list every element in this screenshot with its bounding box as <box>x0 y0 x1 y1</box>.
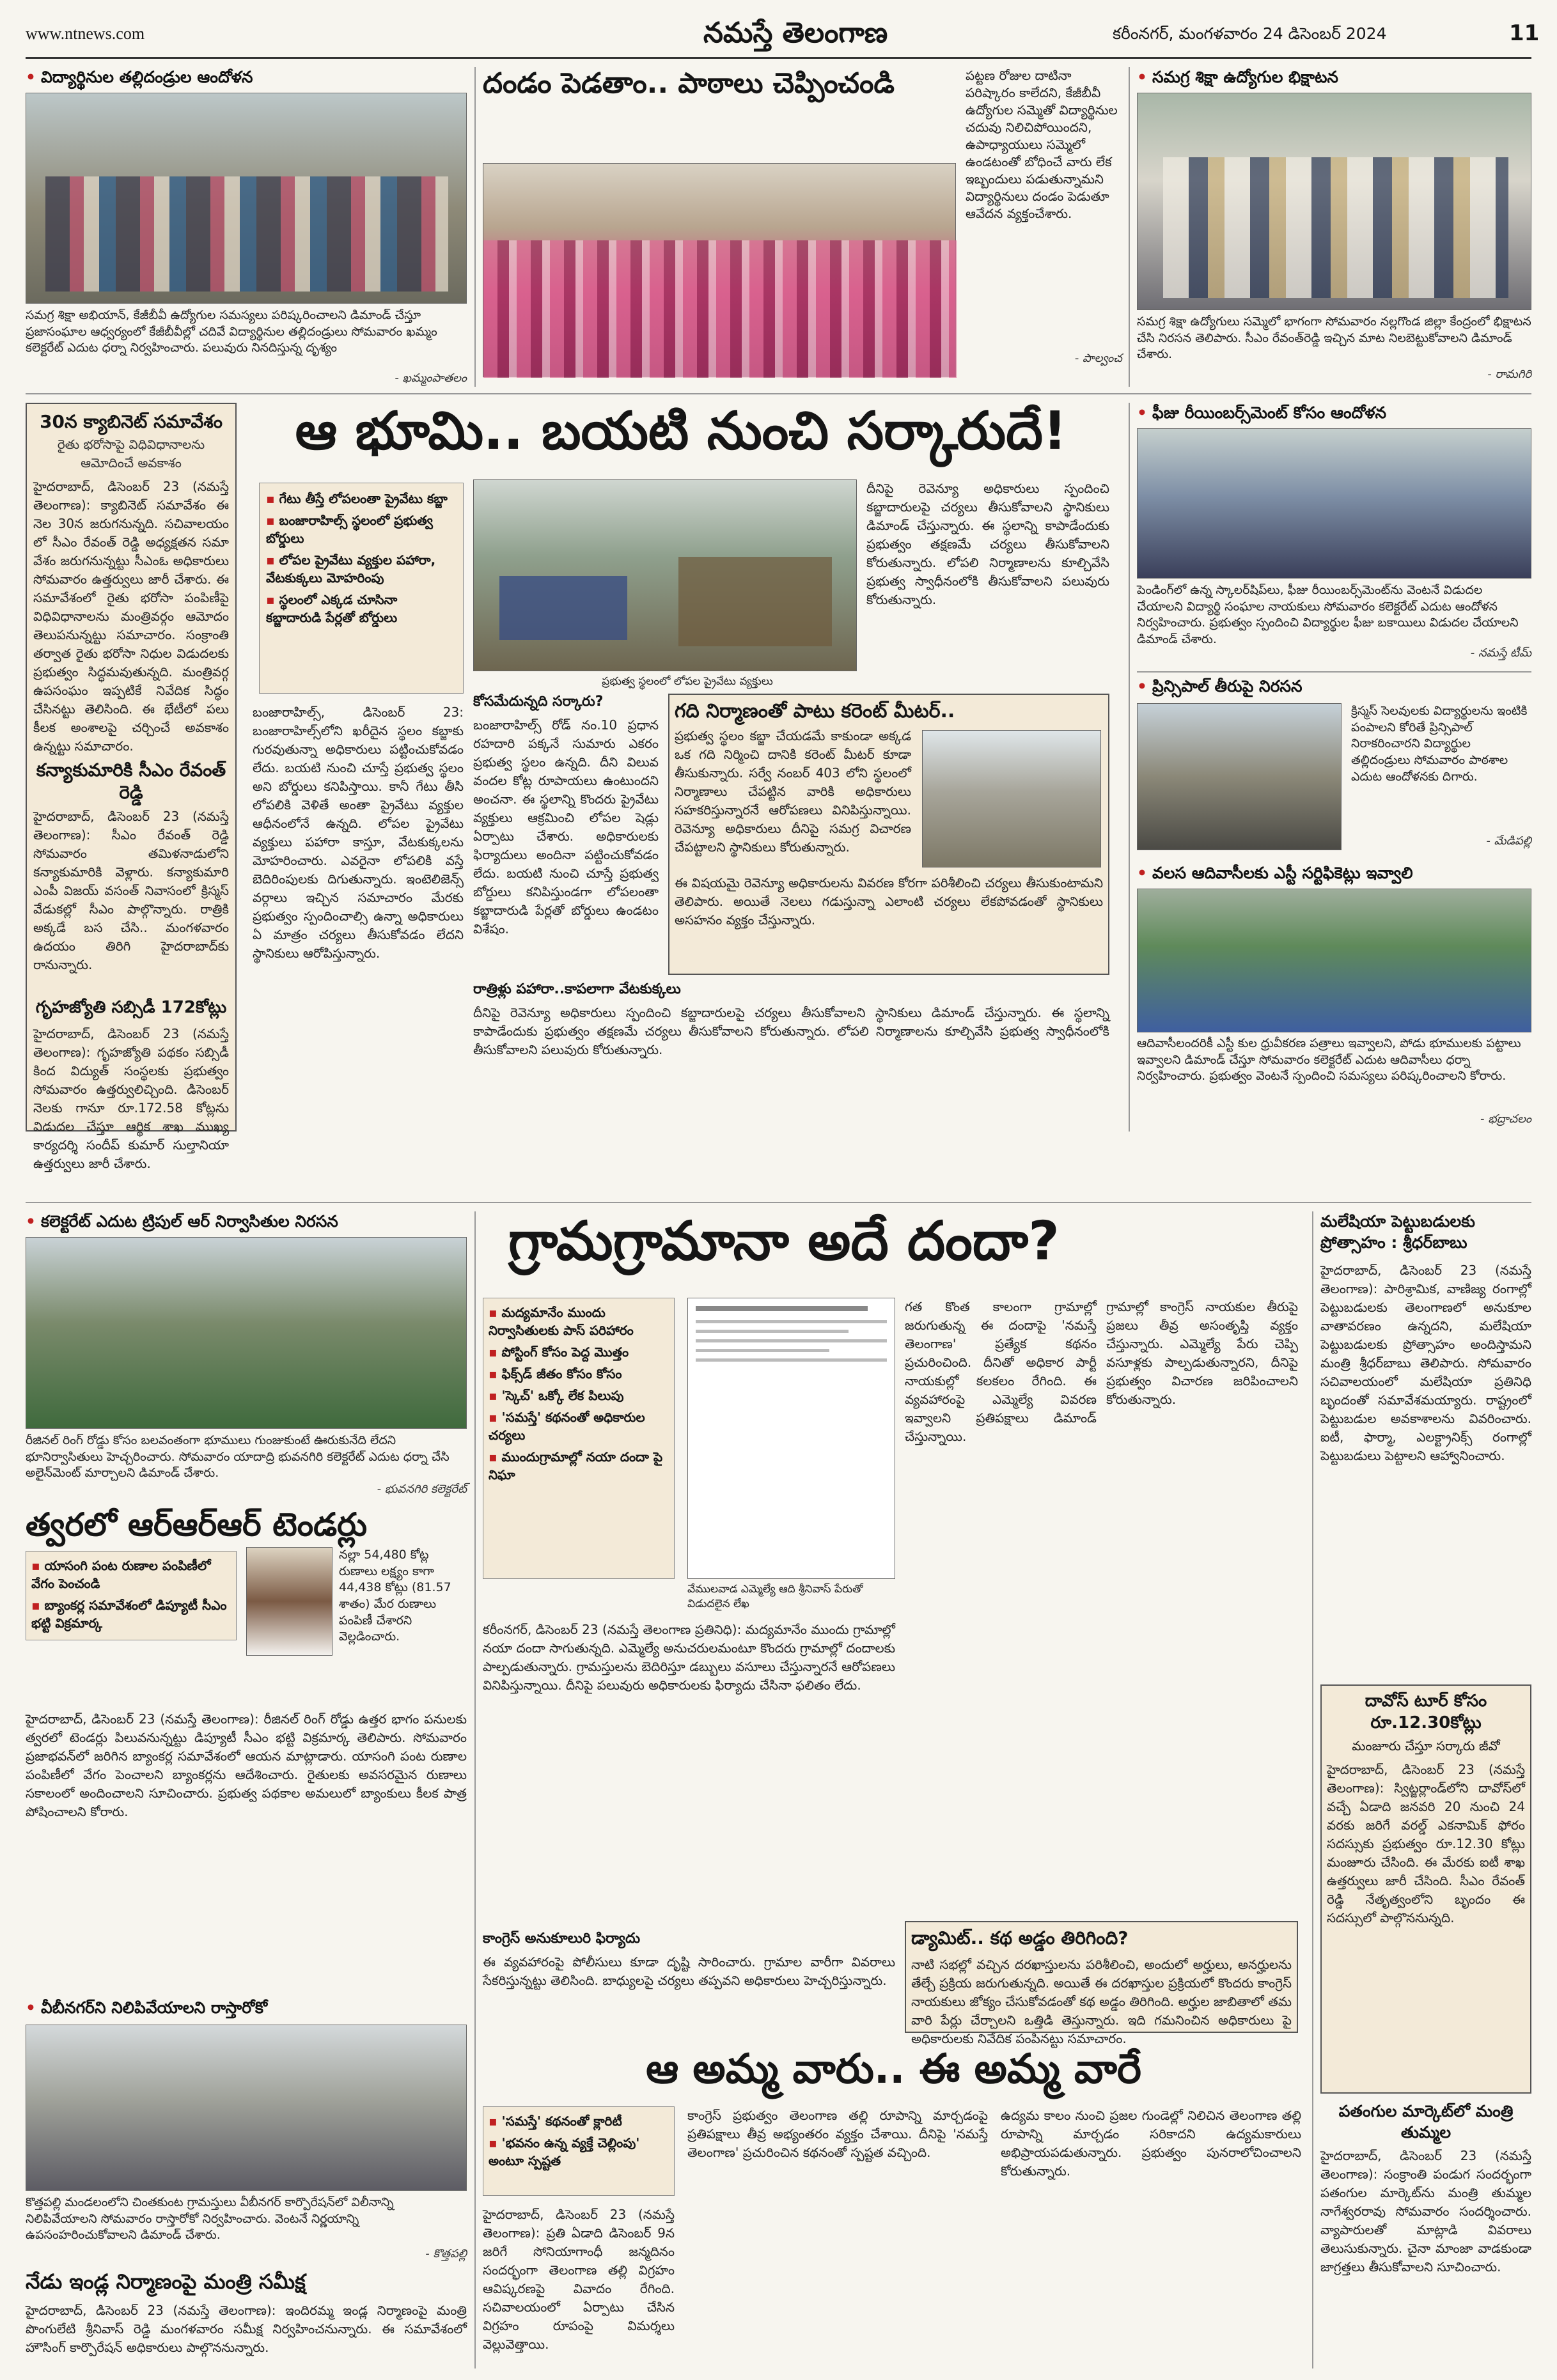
tummala-text: హైదరాబాద్, డిసెంబర్ 23 (నమస్తే తెలంగాణ): సంక్రాంతి పండుగ సందర్భంగా పతంగుల మార్కెట్‌ను మంత్రి తుమ్మల నాగేశ్వరరావు సోమవారం సందర్శించారు. వ్యాపారులతో మాట్లాడి వివరాలు తెలుసుకున్నారు. చైనా మాంజా వాడకుండా జాగ్రత్తలు తీసుకోవాలని సూచించారు. <box>1320 2148 1531 2275</box>
far-right-column <box>1320 1211 1531 2368</box>
lead-highlights <box>259 483 464 694</box>
headline: • సమగ్ర శిక్షా ఉద్యోగుల భిక్షాటన <box>1137 67 1531 89</box>
lead-sub-head: రాత్రిళ్లు పహారా..కాపలాగా వేటకుక్కలు <box>473 981 681 997</box>
housing-review-text: హైదరాబాద్, డిసెంబర్ 23 (నమస్తే తెలంగాణ): ఇందిరమ్మ ఇండ్ల నిర్మాణంపై మంత్రి పొంగులేటి శ్రీనివాస్ రెడ్డి మంగళవారం సమీక్ష నిర్వహించనున్నారు. ఈ సమావేశంలో హౌసింగ్ కార్పొరేషన్ అధికారులు పాల్గొననున్నారు. <box>26 2303 467 2355</box>
rrr-protest-caption: రీజినల్ రింగ్ రోడ్డు కోసం బలవంతంగా భూములు గుంజుకుంటే ఊరుకునేది లేదని భూనిర్వాసితులు హెచ్చరించారు. సోమవారం యాదాద్రి భువనగిరి కలెక్టరేట్ ఎదుట ధర్నా చేసి అలైన్‌మెంట్ మార్చాలని డిమాండ్ చేశారు. <box>26 1433 450 1481</box>
second-lead-text-4: ఈ వ్యవహారంపై పోలీసులు కూడా దృష్టి సారించారు. గ్రామాల వారీగా వివరాలు సేకరిస్తున్నట్టు తెలిసింది. బాధ్యులపై చర్యలు తప్పవని అధికారులు హెచ్చరిస్తున్నారు. <box>483 1954 895 1988</box>
rrr-protest-headline: • కలెక్టరేట్ ఎదుట ట్రిపుల్ ఆర్ నిర్వాసితుల నిరసన <box>26 1211 467 1233</box>
site-url[interactable]: www.ntnews.com <box>26 24 145 43</box>
sidebar-text: ప్రభుత్వ స్థలం కబ్జా చేయడమే కాకుండా అక్కడ ఒక గది నిర్మించి దానికి కరెంట్ మీటర్ కూడా తీసుకున్నారు. సర్వే నంబర్ 403 లోని స్థలంలో నిర్మాణాలు చేపట్టిన వారికి అధికారులు సహకరిస్తున్నారనే ఆరోపణలు వినిపిస్తున్నాయి. రెవెన్యూ అధికారులు దీనిపై సమగ్ర విచారణ చేపట్టాలని స్థానికులు కోరుతున్నారు. <box>675 728 911 855</box>
middle-left-column <box>26 1211 467 2368</box>
sidebar-room-meter <box>668 694 1109 975</box>
b-highlight-2: ▪ 'భవనం ఉన్న వ్యక్తే చెల్లింపు' అంటూ స్పష్టత <box>489 2134 669 2170</box>
fee-protest-caption: పెండింగ్‌లో ఉన్న స్కాలర్‌షిప్‌లు, ఫీజు రీయింబర్స్‌మెంట్‌ను వెంటనే విడుదల చేయాలని విద్యార్థి సంఘాల నాయకులు సోమవారం కలెక్టరేట్ ఎదుట ఆందోళన నిర్వహించారు. ప్రభుత్వం స్పందించి విద్యార్థుల ఫీజు బకాయిలు విడుదల చేయాలని డిమాండ్ చేశారు. <box>1137 583 1519 646</box>
page-number: 11 <box>1509 20 1540 46</box>
s-highlight-5: ▪ 'సమస్తే' కథనంతో అధికారుల చర్యలు <box>489 1408 669 1444</box>
page-header <box>26 13 1540 59</box>
housing-review-headline: నేడు ఇండ్ల నిర్మాణంపై మంత్రి సమీక్ష <box>26 2269 306 2294</box>
st-cert-photo <box>1137 889 1531 1032</box>
rastaroko-photo <box>26 2025 467 2191</box>
land-photo <box>473 479 857 671</box>
lead-col-1: బంజారాహిల్స్, డిసెంబర్ 23: బంజారాహిల్స్‌లోని ఖరీదైన స్థలం కబ్జాకు గురవుతున్నా అధికారులు పట్టించుకోవడం లేదు. బయటి నుంచి చూస్తే ప్రభుత్వ స్థలం అని బోర్డులు కనిపిస్తాయి. కానీ గేటు తీసి లోపలికి వెళితే అంతా ప్రైవేటు వ్యక్తుల ఆధీనంలోనే ఉన్నది. లోపల ప్రైవేటు వ్యక్తులు పహారా కాస్తూ, వేటకుక్కలను మోహరించారు. ఎవరైనా లోపలికి వస్తే బెదిరింపులకు దిగుతున్నారు. ఇంటెలిజెన్స్ వర్గాలు ఇచ్చిన సమాచారం మేరకు ప్రభుత్వం స్పందించాల్సి ఉన్నా అధికారులు ఏ మాత్రం చర్యలు తీసుకోవడం లేదని స్థానికులు ఆరోపిస్తున్నారు. <box>253 704 464 961</box>
b-highlight-1: ▪ 'సమస్తే' కథనంతో క్లారిటీ <box>489 2112 669 2130</box>
brief-cabinet-title: 30న క్యాబినెట్ సమావేశం <box>40 411 223 432</box>
bottom-text-3: ఉద్యమ కాలం నుంచి ప్రజల గుండెల్లో నిలిచిన తెలంగాణ తల్లి రూపాన్ని మార్చడం సరికాదని ఉద్యమకారులు అభిప్రాయపడుతున్నారు. ప్రభుత్వం పునరాలోచించాలని కోరుతున్నారు. <box>1001 2108 1301 2179</box>
tummala-headline: పతంగుల మార్కెట్‌లో మంత్రి తుమ్మల <box>1338 2102 1514 2142</box>
room-photo <box>922 730 1101 867</box>
right-column <box>1137 403 1531 1132</box>
highlight-3: ▪ లోపల ప్రైవేటు వ్యక్తుల పహారా, వేటకుక్కలు మోహరింపు <box>266 551 457 587</box>
second-lead-headline: గ్రామగ్రామానా అదే దందా? <box>508 1209 1060 1272</box>
damit-text: నాటి సభల్లో వచ్చిన దరఖాస్తులను పరిశీలించి, అందులో అర్హులు, అనర్హులను తేల్చే ప్రక్రియ జరుగుతున్నది. అయితే ఈ దరఖాస్తుల ప్రక్రియలో కొందరు కాంగ్రెస్ నాయకులు జోక్యం చేసుకోవడంతో కథ అడ్డం తిరిగింది. అర్హుల జాబితాలో తమ వారి పేర్లు చేర్చాలని ఒత్తిడి తెస్తున్నారు. ఇది గమనించిన అధికారులు పై అధికారులకు నివేదిక పంపినట్టు సమాచారం. <box>911 1957 1292 2046</box>
fee-protest-photo <box>1137 428 1531 579</box>
brief-cabinet-sub: రైతు భరోసాపై విధివిధానాలను ఆమోదించే అవకాశం <box>57 437 205 471</box>
st-cert-caption: ఆదివాసీలందరికీ ఎస్టీ కుల ధ్రువీకరణ పత్రాలు ఇవ్వాలని, పోడు భూములకు పట్టాలు ఇవ్వాలని డిమాండ్ చేస్తూ సోమవారం కలెక్టరేట్ ఎదుట ఆదివాసీలు ధర్నా నిర్వహించారు. ప్రభుత్వం వెంటనే స్పందించి సమస్యలు పరిష్కరించాలని కోరారు. <box>1137 1036 1521 1084</box>
fee-protest-credit: - నమస్తే టీమ్ <box>1470 646 1531 660</box>
lead-col-2: బంజారాహిల్స్ రోడ్ నం.10 ప్రధాన రహదారి పక్కనే సుమారు ఎకరం ప్రభుత్వ స్థలం ఉన్నది. దీని విలువ వందల కోట్ల రూపాయలు ఉంటుందని అంచనా. ఈ స్థలాన్ని కొందరు ప్రైవేటు వ్యక్తులు ఆక్రమించి లోపల షెడ్లు ఏర్పాటు చేశారు. అధికారులకు ఫిర్యాదులు అందినా పట్టించుకోవడం లేదు. బయటి నుంచి చూస్తే ప్రభుత్వ బోర్డులు కనిపిస్తుండగా లోపలంతా కబ్జాదారుడి పేర్లతో బోర్డులు ఉండటం విశేషం. <box>473 717 659 937</box>
lead-col-4: దీనిపై రెవెన్యూ అధికారులు స్పందించి కబ్జాదారులపై చర్యలు తీసుకోవాలని స్థానికులు డిమాండ్ చేస్తున్నారు. ఈ స్థలాన్ని కాపాడేందుకు ప్రభుత్వం తక్షణమే చర్యలు తీసుకోవాలని కోరుతున్నారు. లోపలి నిర్మాణాలను కూల్చివేసి ప్రభుత్వ స్వాధీనంలోకి తీసుకోవాలని పలువురు కోరుతున్నారు. <box>473 1005 1109 1057</box>
rastaroko-credit: - కొత్తపల్లి <box>425 2247 467 2260</box>
bottom-headline: ఆ అమ్మ వారు.. ఈ అమ్మ వారే <box>646 2046 1141 2093</box>
headline: • విద్యార్థినుల తల్లిదండ్రుల ఆందోళన <box>26 67 467 89</box>
bottom-story <box>483 2046 1304 2368</box>
side-text: పట్టణ రోజుల దాటినా పరిష్కారం కాలేదని, కేజీబీవీ ఉద్యోగుల సమ్మెతో విద్యార్థినుల చదువు నిలిచిపోయిందని, ఉపాధ్యాయులు సమ్మెలో ఉండటంతో బోధించే వారు లేక ఇబ్బందులు పడుతున్నామని విద్యార్థినులు దండం పెడుతూ ఆవేదన వ్యక్తంచేశారు. <box>966 68 1118 221</box>
brief-subsidy-text: హైదరాబాద్, డిసెంబర్ 23 (నమస్తే తెలంగాణ): గృహజ్యోతి పథకం సబ్సిడీ కింద విద్యుత్ సంస్థలకు ప్రభుత్వం సోమవారం ఉత్తర్వులిచ్చింది. డిసెంబర్ నెలకు గానూ రూ.172.58 కోట్లను విడుదల చేస్తూ ఆర్థిక శాఖ ముఖ్య కార్యదర్శి సందీప్ కుమార్ సుల్తానియా ఉత్తర్వులు జారీ చేశారు. <box>33 1026 229 1171</box>
lead-col-2-head: కోసమేదున్నది సర్కారు? <box>473 694 604 710</box>
fee-protest-headline: • ఫీజు రీయింబర్స్‌మెంట్ కోసం ఆందోళన <box>1137 403 1531 424</box>
photo-caption: ప్రభుత్వ స్థలంలో లోపల ప్రైవేటు వ్యక్తులు <box>602 675 773 688</box>
second-lead-sub-head: కాంగ్రెస్ అనుకూలురి ఫిర్యాదు <box>483 1931 641 1947</box>
second-lead-text-3: గ్రామాల్లో కాంగ్రెస్ నాయకుల తీరుపై ప్రజలు తీవ్ర అసంతృప్తి వ్యక్తం చేస్తున్నారు. ఎమ్మెల్యే పేరు చెప్పి వసూళ్లకు పాల్పడుతున్నారని, దీనిపై ప్రభుత్వం విచారణ జరిపించాలని కోరుతున్నారు. <box>1106 1299 1298 1407</box>
brief-cabinet-text: హైదరాబాద్, డిసెంబర్ 23 (నమస్తే తెలంగాణ): క్యాబినెట్ సమావేశం ఈ నెల 30న జరుగనున్నది. సచివాలయం లో సీఎం రేవంత్ రెడ్డి అధ్యక్షతన సమా వేశం జరుగనున్నట్టు సీఎంఓ అధికారులు సోమవారం ఉత్తర్వులు జారీ చేశారు. ఈ సమావేశంలో రైతు భరోసా పంపిణీపై విధివిధానాలను మంత్రివర్గం ఆమోదం తెలుపనున్నట్టు సమాచారం. సంక్రాంతి తర్వాత రైతు భరోసా నిధుల విడుదలకు ప్రభుత్వం సిద్ధమవుతున్నది. మంత్రివర్గ ఉపసంఘం ఇప్పటికే నివేదిక సిద్ధం చేసినట్టు తెలిసింది. ఈ భేటీలో పలు కీలక అంశాలపై చర్చించే అవకాశం ఉన్నట్టు సమాచారం. <box>33 479 229 754</box>
s-highlight-1: ▪ మద్యమానేం ముందు నిర్వాసితులకు పాస్ పరిహారం <box>489 1303 669 1339</box>
lead-headline: ఆ భూమి.. బయటి నుంచి సర్కారుదే! <box>295 401 1067 462</box>
students-photo <box>483 163 956 377</box>
credit: - రామగిరి <box>1487 368 1531 381</box>
lead-col-3: దీనిపై రెవెన్యూ అధికారులు స్పందించి కబ్జాదారులపై చర్యలు తీసుకోవాలని స్థానికులు డిమాండ్ చేస్తున్నారు. ఈ స్థలాన్ని కాపాడేందుకు ప్రభుత్వం తక్షణమే చర్యలు తీసుకోవాలని కోరుతున్నారు. లోపలి నిర్మాణాలను కూల్చివేసి ప్రభుత్వ స్వాధీనంలోకి తీసుకోవాలని పలువురు కోరుతున్నారు. <box>866 481 1109 607</box>
rrr-stats: నల్లా 54,480 కోట్ల రుణాలు లక్ష్యం కాగా 44,438 కోట్లు (81.57 శాతం) మేర రుణాలు పంపిణీ చేశారని వెల్లడించారు. <box>339 1548 451 1644</box>
credit: - పాల్వంచ <box>1074 352 1122 365</box>
davos-box <box>1320 1684 1531 2094</box>
rrr-protest-photo <box>26 1237 467 1429</box>
rrr-tender-headline: త్వరలో ఆర్‌ఆర్‌ఆర్ టెండర్లు <box>26 1506 368 1543</box>
principal-protest-credit: - మేడిపల్లి <box>1486 834 1531 848</box>
s-highlight-3: ▪ ఫిక్స్‌డ్ జీతం కోసం కోసం <box>489 1365 669 1383</box>
highlight-2: ▪ బంజారాహిల్స్ స్థలంలో ప్రభుత్వ బోర్డులు <box>266 511 457 547</box>
bottom-text-2: కాంగ్రెస్ ప్రభుత్వం తెలంగాణ తల్లి రూపాన్ని మార్చడంపై ప్రతిపక్షాలు తీవ్ర అభ్యంతరం వ్యక్తం చేశాయి. దీనిపై 'నమస్తే తెలంగాణ' ప్రచురించిన కథనంతో స్పష్టత వచ్చింది. <box>687 2108 988 2160</box>
rrr-highlight-1: ▪ యాసంగి పంట రుణాల పంపిణీలో వేగం పెంచండి <box>31 1557 231 1592</box>
second-lead-highlights <box>483 1298 675 1579</box>
credit: - ఖమ్మంపాతలం <box>395 371 467 385</box>
st-cert-headline: • వలస ఆదివాసీలకు ఎస్టీ సర్టిఫికెట్లు ఇవ్వాలి <box>1137 863 1531 885</box>
damit-box <box>905 1921 1298 2046</box>
second-lead-text-2: గత కొంత కాలంగా గ్రామాల్లో జరుగుతున్న ఈ దందాపై 'నమస్తే తెలంగాణ' ప్రత్యేక కథనం ప్రచురించింది. దీనితో అధికార పార్టీ నాయకుల్లో కలకలం రేగింది. ఈ వ్యవహారంపై ఎమ్మెల్యే వివరణ ఇవ్వాలని ప్రతిపక్షాలు డిమాండ్ చేస్తున్నాయి. <box>905 1299 1097 1444</box>
brief-cm-text: హైదరాబాద్, డిసెంబర్ 23 (నమస్తే తెలంగాణ): సీఎం రేవంత్ రెడ్డి సోమవారం తమిళనాడులోని కన్యాకుమారికి వెళ్లారు. కన్యాకుమారి ఎంపీ విజయ్ వసంత్ నివాసంలో క్రిస్మస్ వేడుకల్లో సీఎం పాల్గొన్నారు. రాత్రికి అక్కడే బస చేసి.. మంగళవారం ఉదయం తిరిగి హైదరాబాద్‌కు రానున్నారు. <box>33 809 229 972</box>
article-parents-protest <box>26 67 467 387</box>
bottom-highlights <box>483 2106 675 2196</box>
masthead-logo: నమస్తే తెలంగాణ <box>703 17 888 49</box>
rrr-highlight-2: ▪ బ్యాంకర్ల సమావేశంలో డిప్యూటీ సీఎం భట్టి విక్రమార్క <box>31 1596 231 1632</box>
damit-headline: డ్యామిట్.. కథ అడ్డం తిరిగింది? <box>911 1927 1129 1948</box>
dateline: కరీంనగర్, మంగళవారం 24 డిసెంబర్ 2024 <box>1113 24 1387 43</box>
sidebar-text-2: ఈ విషయమై రెవెన్యూ అధికారులను వివరణ కోరగా పరిశీలించి చర్యలు తీసుకుంటామని తెలిపారు. అయితే నెలలు గడుస్తున్నా ఎలాంటి చర్యలు లేకపోవడంతో స్థానికులు అసహనం వ్యక్తం చేస్తున్నారు. <box>675 875 1103 928</box>
rrr-highlights <box>26 1551 237 1640</box>
article-staff-begging <box>1137 67 1531 387</box>
principal-protest-headline: • ప్రిన్సిపాల్ తీరుపై నిరసన <box>1137 676 1531 698</box>
letter-caption: వేములవాడ ఎమ్మెల్యే ఆది శ్రీనివాస్ పేరుతో విడుదలైన లేఖ <box>687 1583 863 1610</box>
principal-protest-text: క్రిస్మస్ సెలవులకు విద్యార్థులను ఇంటికి పంపాలని కోరితే ప్రిన్సిపాల్ నిరాకరించారని విద్యార్థుల తల్లిదండ్రులు సోమవారం పాఠశాల ఎదుట ఆందోళనకు దిగారు. <box>1351 704 1528 784</box>
second-lead-text-1: కరీంనగర్, డిసెంబర్ 23 (నమస్తే తెలంగాణ ప్రతినిధి): మద్యమానేం ముందు గ్రామాల్లో నయా దందా సాగుతున్నది. ఎమ్మెల్యే అనుచరులమంటూ కొందరు గ్రామాల్లో దందాలకు పాల్పడుతున్నారు. గ్రామస్తులను బెదిరిస్తూ డబ్బులు వసూలు చేస్తున్నారనే ఆరోపణలు వినిపిస్తున్నాయి. దీనిపై పలువురు అధికారులకు ఫిర్యాదు చేసినా ఫలితం లేదు. <box>483 1622 895 1693</box>
davos-text: హైదరాబాద్, డిసెంబర్ 23 (నమస్తే తెలంగాణ): స్విట్జర్లాండ్‌లోని దావోస్‌లో వచ్చే ఏడాది జనవరి 20 నుంచి 24 వరకు జరిగే వరల్డ్ ఎకనామిక్ ఫోరం సదస్సుకు ప్రభుత్వం రూ.12.30 కోట్లు మంజూరు చేసింది. ఈ మేరకు ఐటీ శాఖ ఉత్తర్వులు జారీ చేసింది. సీఎం రేవంత్ రెడ్డి నేతృత్వంలోని బృందం ఈ సదస్సులో పాల్గొననున్నది. <box>1327 1761 1525 1925</box>
rastaroko-headline: • వీబీనగర్‌ని నిలిపివేయాలని రాస్తారోకో <box>26 1998 467 2019</box>
principal-protest-photo <box>1137 703 1342 850</box>
left-briefs-column <box>26 403 237 1171</box>
second-lead-story <box>483 1209 1304 2046</box>
s-highlight-6: ▪ ముందుగ్రామాల్లో నయా దందా పై నిఘా <box>489 1448 669 1484</box>
photo-caption: సమగ్ర శిక్షా అభియాన్, కేజీబీవీ ఉద్యోగుల సమస్యలు పరిష్కరించాలని డిమాండ్ చేస్తూ ప్రజాసంఘాల ఆధ్వర్యంలో కేజీబీవీల్లో చదివే విద్యార్థినుల తల్లిదండ్రులు సోమవారం ఖమ్మం కలెక్టరేట్ ఎదుట ధర్నా నిర్వహించారు. పలువురు నినదిస్తున్న దృశ్యం <box>26 308 437 355</box>
brief-cm-title: కన్యాకుమారికి సీఎం రేవంత్ రెడ్డి <box>36 759 226 803</box>
letter-image <box>687 1298 895 1579</box>
s-highlight-4: ▪ 'స్కెచ్' ఒక్కో లేక పిలుపు <box>489 1387 669 1404</box>
rrr-protest-credit: - భువనగిరి కలెక్టరేట్ <box>377 1482 467 1496</box>
brief-subsidy-title: గృహజ్యోతి సబ్సిడీ 172కోట్లు <box>35 998 227 1017</box>
lead-story <box>246 403 1116 1132</box>
photo-caption: సమగ్ర శిక్షా ఉద్యోగులు సమ్మెలో భాగంగా సోమవారం నల్లగొండ జిల్లా కేంద్రంలో భిక్షాటన చేసి నిరసన తెలిపారు. సీఎం రేవంత్‌రెడ్డి ఇచ్చిన మాట నిలబెట్టుకోవాలని డిమాండ్ చేశారు. <box>1137 315 1531 362</box>
st-cert-credit: - భద్రాచలం <box>1480 1112 1531 1126</box>
rrr-text: హైదరాబాద్, డిసెంబర్ 23 (నమస్తే తెలంగాణ): రీజినల్ రింగ్ రోడ్డు ఉత్తర భాగం పనులకు త్వరలో టెండర్లు పిలువనున్నట్టు డిప్యూటీ సీఎం భట్టి విక్రమార్క తెలిపారు. సోమవారం ప్రజాభవన్‌లో జరిగిన బ్యాంకర్ల సమావేశంలో ఆయన మాట్లాడారు. యాసంగి పంట రుణాల పంపిణీలో వేగం పెంచాలని బ్యాంకర్లను ఆదేశించారు. రైతులకు అవసరమైన రుణాలు సకాలంలో అందించాలని సూచించారు. ప్రభుత్వ పథకాల అమలులో బ్యాంకులు కీలక పాత్ర పోషించాలని కోరారు. <box>26 1711 467 1819</box>
davos-headline: దావోస్ టూర్ కోసం రూ.12.30కోట్లు <box>1365 1692 1487 1732</box>
malaysia-text: హైదరాబాద్, డిసెంబర్ 23 (నమస్తే తెలంగాణ): పారిశ్రామిక, వాణిజ్య రంగాల్లో పెట్టుబడులకు తెలంగాణలో అనుకూల వాతావరణం ఉన్నదని, మలేషియా పెట్టుబడులకు ప్రోత్సాహం అందిస్తామని మంత్రి శ్రీధర్‌బాబు తెలిపారు. సోమవారం సచివాలయంలో మలేషియా ప్రతినిధి బృందంతో సమావేశమయ్యారు. రాష్ట్రంలో పెట్టుబడుల అవకాశాలను వివరించారు. ఐటీ, ఫార్మా, ఎలక్ట్రానిక్స్ రంగాల్లో పెట్టుబడులు పెట్టాలని ఆహ్వానించారు. <box>1320 1263 1531 1463</box>
highlight-1: ▪ గేటు తీస్తే లోపలంతా ప్రైవేటు కబ్జా <box>266 490 457 508</box>
rastaroko-caption: కొత్తపల్లి మండలంలోని చింతకుంట గ్రామస్తులు వీబీనగర్ కార్పొరేషన్‌లో విలీనాన్ని నిలిపివేయాలని సోమవారం రాస్తారోకో నిర్వహించారు. వెంటనే నిర్ణయాన్ని ఉపసంహరించుకోవాలని డిమాండ్ చేశారు. <box>26 2195 394 2243</box>
davos-sub: మంజూరు చేస్తూ సర్కారు జీవో <box>1352 1738 1500 1754</box>
highlight-4: ▪ స్థలంలో ఎక్కడ చూసినా కబ్జాదారుడి పేర్లతో బోర్డులు <box>266 591 457 626</box>
malaysia-headline: మలేషియా పెట్టుబడులకు ప్రోత్సాహం : శ్రీధర్‌బాబు <box>1320 1212 1475 1252</box>
protest-photo <box>26 93 467 304</box>
s-highlight-2: ▪ పోస్టింగ్ కోసం పెద్ద మొత్తం <box>489 1343 669 1361</box>
sidebar-headline: గది నిర్మాణంతో పాటు కరెంట్ మీటర్.. <box>675 700 955 722</box>
headline: దండం పెడతాం.. పాఠాలు చెప్పించండి <box>483 67 895 100</box>
bottom-text-1: హైదరాబాద్, డిసెంబర్ 23 (నమస్తే తెలంగాణ): ప్రతి ఏడాది డిసెంబర్ 9న జరిగే సోనియాగాంధీ జన్మదినం సందర్భంగా తెలంగాణ తల్లి విగ్రహం ఆవిష్కరణపై వివాదం రేగింది. సచివాలయంలో ఏర్పాటు చేసిన విగ్రహం రూపంపై విమర్శలు వెల్లువెత్తాయి. <box>483 2207 675 2352</box>
begging-photo <box>1137 93 1531 310</box>
bhatti-photo <box>246 1547 333 1656</box>
article-students-bow <box>483 67 1122 387</box>
